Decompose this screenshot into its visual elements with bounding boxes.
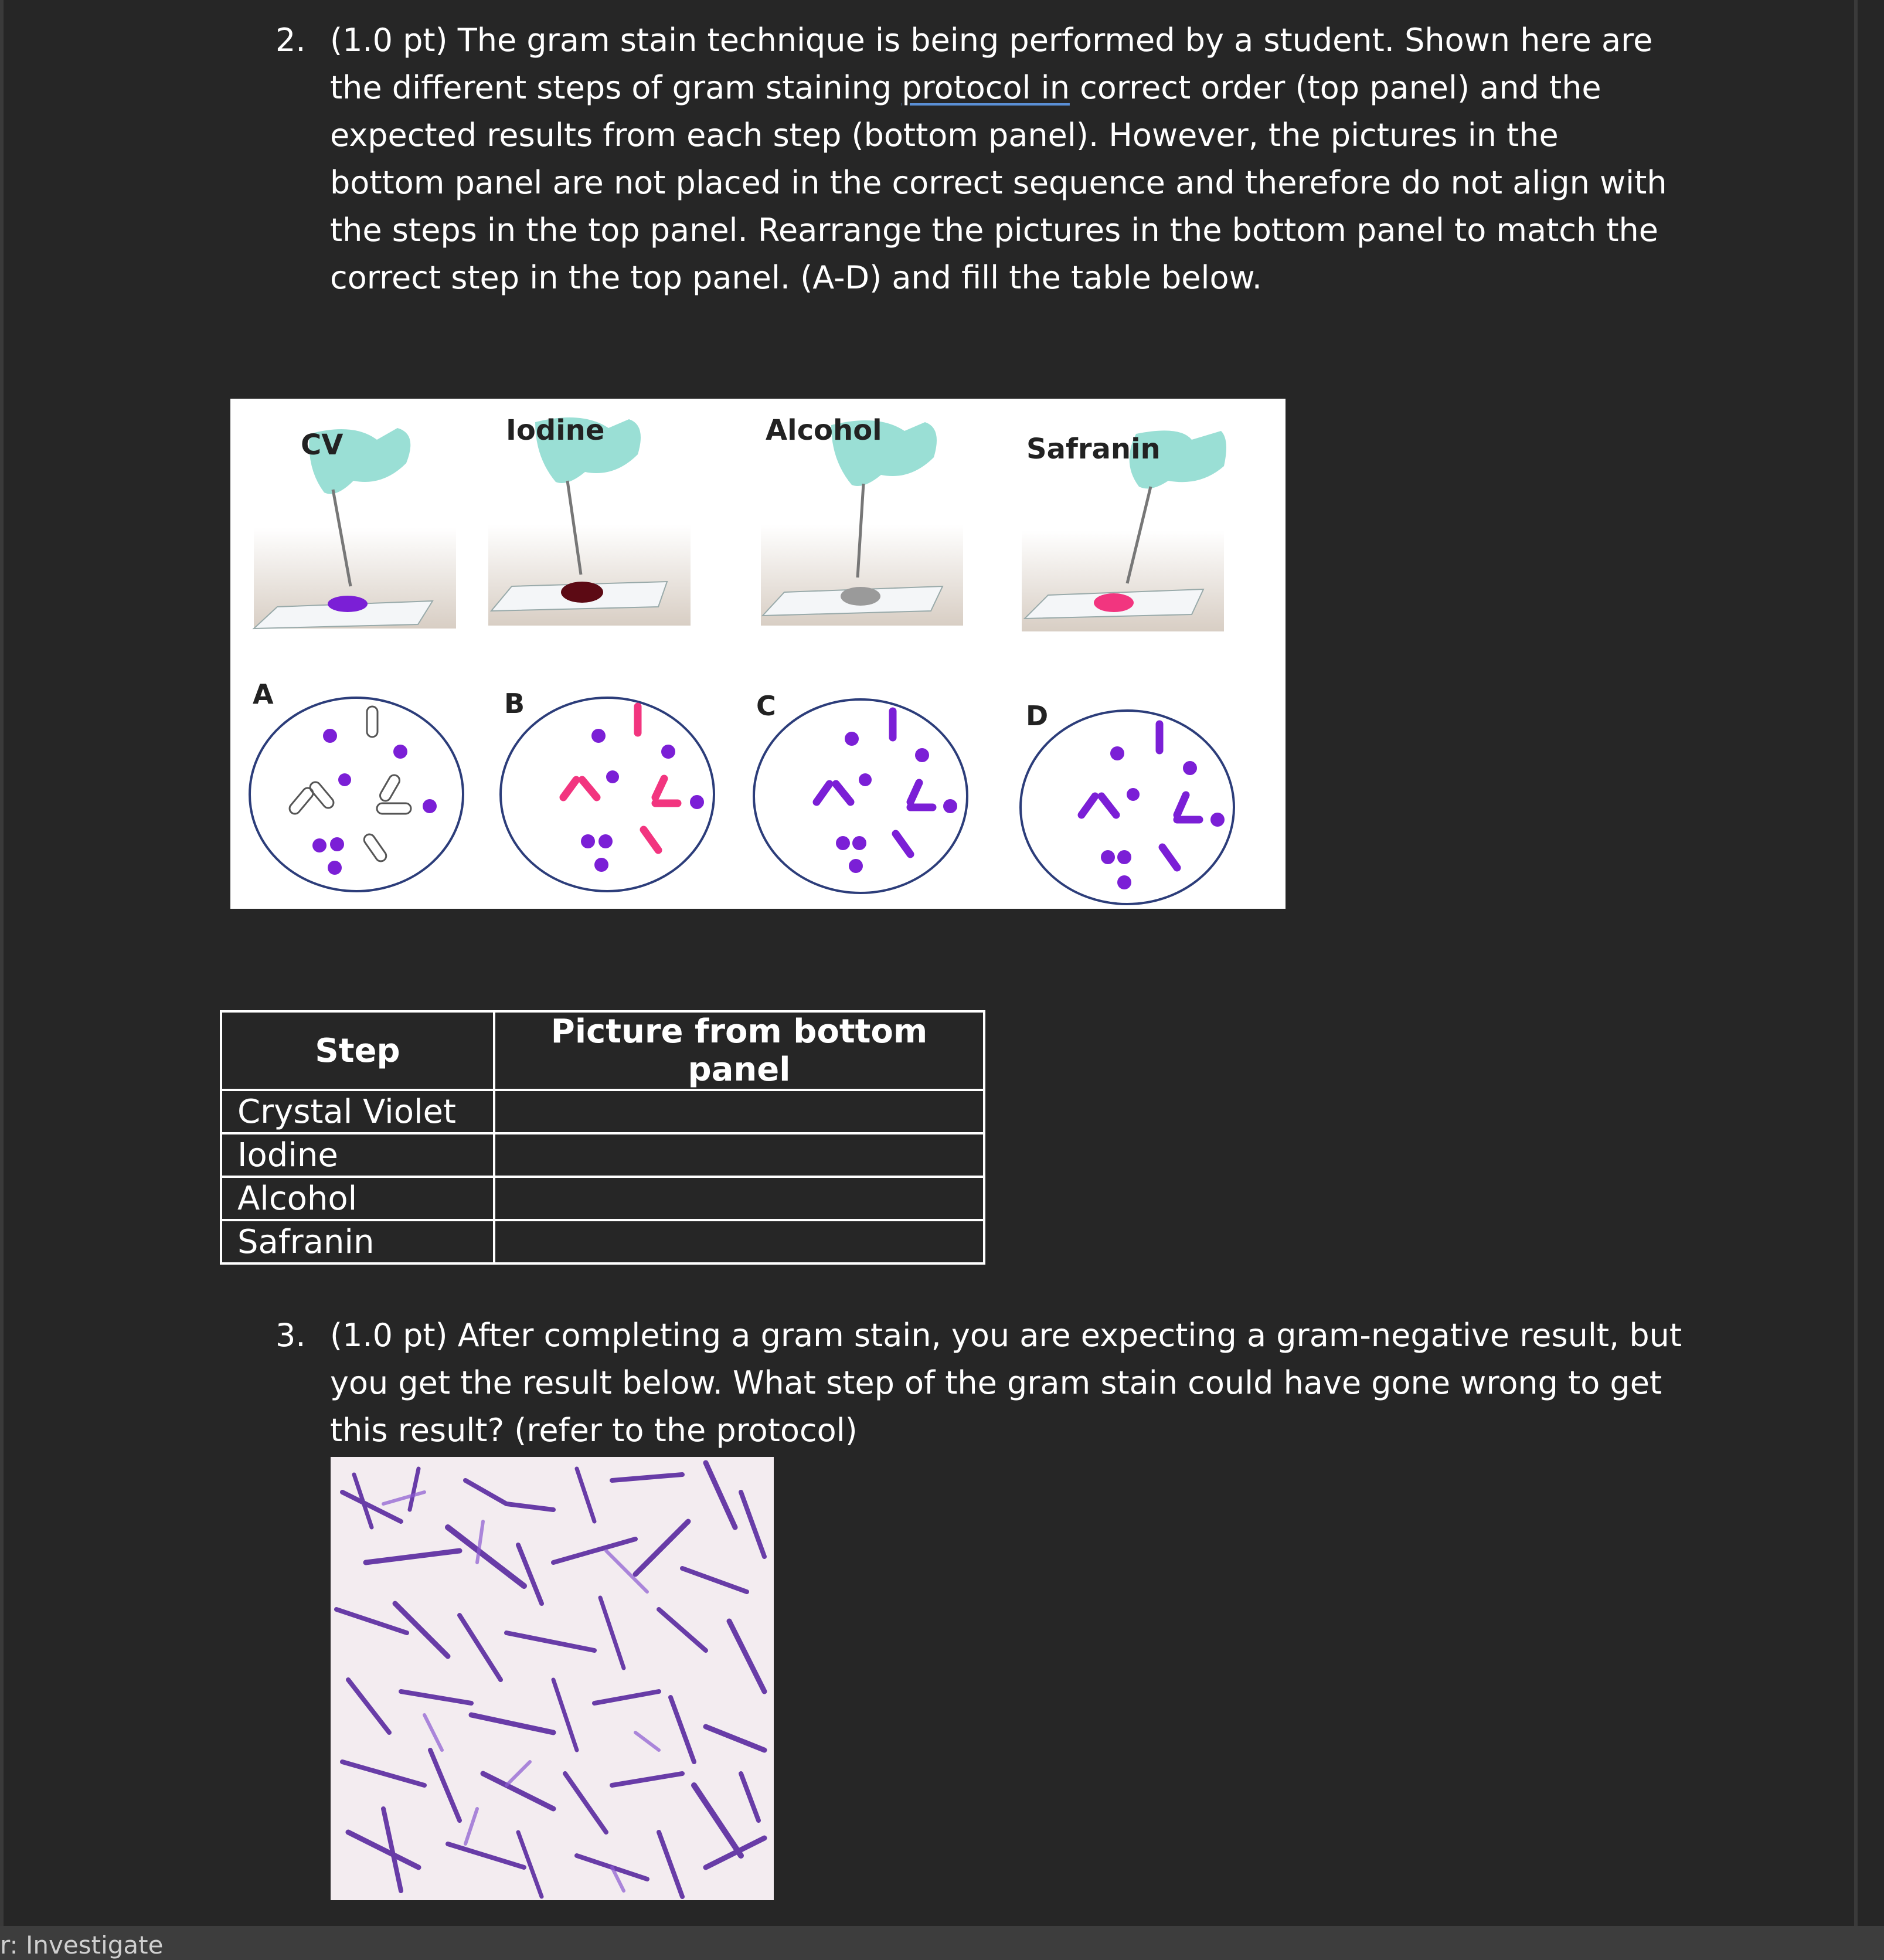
question-3-text: (1.0 pt) After completing a gram stain, you are expecting a gram-negative result, but you get the result below. What step of the gram stain could have gone wrong to get this result? (refer to the protocol) bbox=[330, 1317, 1682, 1449]
gram-stain-figure bbox=[230, 399, 1286, 909]
step-image-safranin bbox=[1022, 430, 1226, 631]
question-2-number: 2. bbox=[276, 22, 306, 59]
protocol-link[interactable]: protocol in bbox=[902, 69, 1070, 106]
question-2 bbox=[276, 16, 1682, 310]
rods-c bbox=[817, 711, 933, 854]
rods-d bbox=[1082, 724, 1199, 868]
slide-stain-alcohol bbox=[841, 587, 880, 606]
question-3 bbox=[276, 1312, 1706, 1458]
row-answer-crystal-violet[interactable] bbox=[494, 1090, 984, 1133]
answer-table bbox=[220, 1010, 985, 1265]
top-label-safranin: Safranin bbox=[1026, 433, 1161, 466]
table-row bbox=[221, 1177, 984, 1220]
cocci-b bbox=[581, 729, 704, 872]
row-step-alcohol: Alcohol bbox=[221, 1177, 494, 1220]
result-a bbox=[250, 678, 463, 891]
slide-stain-iodine bbox=[561, 582, 603, 603]
row-answer-alcohol[interactable] bbox=[494, 1177, 984, 1220]
table-header-row bbox=[221, 1011, 984, 1090]
gram-stain-micrograph bbox=[331, 1457, 774, 1900]
rods-b bbox=[563, 706, 678, 850]
slide-stain-safranin bbox=[1094, 593, 1134, 612]
row-step-crystal-violet: Crystal Violet bbox=[221, 1090, 494, 1133]
top-label-cv: CV bbox=[301, 429, 344, 461]
result-b bbox=[501, 688, 714, 891]
micrograph-svg bbox=[331, 1457, 774, 1900]
figure-svg bbox=[230, 399, 1286, 909]
table-row bbox=[221, 1090, 984, 1133]
step-image-alcohol bbox=[761, 414, 963, 626]
table-row bbox=[221, 1133, 984, 1177]
row-step-iodine: Iodine bbox=[221, 1133, 494, 1177]
step-image-iodine bbox=[488, 414, 691, 626]
result-c bbox=[754, 690, 967, 893]
header-picture: Picture from bottom panel bbox=[494, 1011, 984, 1090]
header-step: Step bbox=[221, 1011, 494, 1090]
row-step-safranin: Safranin bbox=[221, 1220, 494, 1263]
footer-label[interactable]: r: Investigate bbox=[0, 1931, 164, 1959]
document-border-right bbox=[1854, 0, 1858, 1926]
row-answer-iodine[interactable] bbox=[494, 1133, 984, 1177]
row-answer-safranin[interactable] bbox=[494, 1220, 984, 1263]
top-label-iodine: Iodine bbox=[506, 414, 605, 447]
cocci-a bbox=[312, 729, 437, 875]
document-border-left bbox=[0, 0, 4, 1926]
bottom-label-a: A bbox=[253, 678, 274, 710]
slide-stain-cv bbox=[328, 596, 368, 612]
rods-a bbox=[287, 706, 411, 863]
question-3-number: 3. bbox=[276, 1317, 306, 1354]
cocci-d bbox=[1101, 746, 1225, 889]
bottom-label-b: B bbox=[504, 688, 525, 719]
result-d bbox=[1021, 700, 1234, 904]
bottom-label-d: D bbox=[1026, 700, 1049, 732]
footer-bar bbox=[0, 1926, 1884, 1960]
question-2-text: (1.0 pt) The gram stain technique is being performed by a student. Shown here are the different steps of gram staining protocol in correct order (top panel) and the expected results from each step (bottom panel). However, the pictures in the bottom panel are not placed in the correct sequence and therefore do not align with the steps in the top panel. Rearrange the pictures in the bottom panel to match the correct step in the top panel. (A-D) and fill the table below. bbox=[330, 22, 1667, 296]
table-row bbox=[221, 1220, 984, 1263]
step-image-cv bbox=[254, 428, 456, 629]
bottom-label-c: C bbox=[756, 690, 776, 722]
top-label-alcohol: Alcohol bbox=[766, 414, 882, 447]
